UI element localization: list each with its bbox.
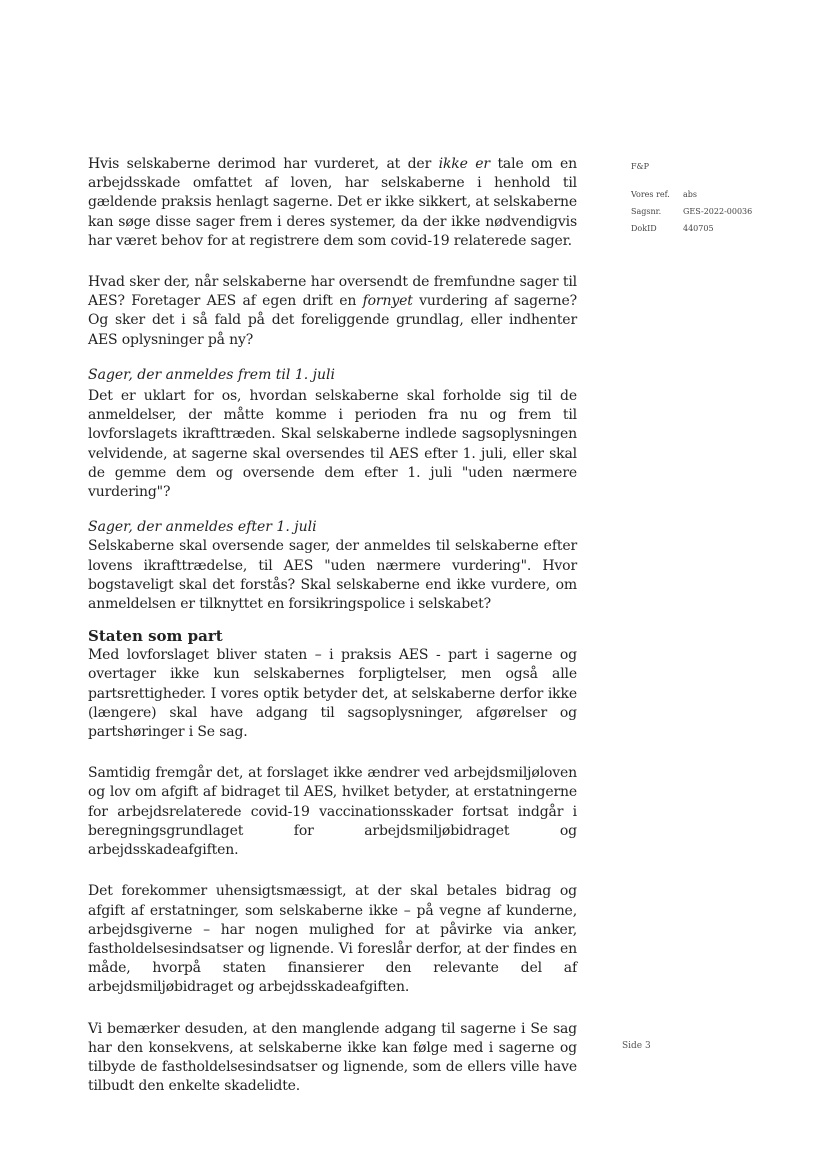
- paragraph: Samtidig fremgår det, at forslaget ikke ændrer ved arbejdsmiljøloven og lov om afgift af bidraget til AES, hvilket betyder, at erstatningerne for arbejdsrelaterede covid-19 vaccinationsskader fortsat indgår i beregningsgrundlaget for arbejdsmiljøbidraget og arbejdsskadeafgiften.: [88, 765, 577, 859]
- emphasis-text: fornyet: [362, 293, 413, 310]
- paragraph-text: vurdering af sagerne? Og sker det i så fald på det foreliggende grundlag, eller indhenter AES oplysninger på ny?: [88, 293, 577, 348]
- reference-row: [631, 186, 752, 203]
- page-number: Side 3: [622, 1041, 651, 1051]
- paragraph: Vi bemærker desuden, at den manglende adgang til sagerne i Se sag har den konsekvens, at selskaberne ikke kan følge med i sagerne og tilbyde de fastholdelsesindsatser og lignende, som de ellers ville have tilbudt den enkelte skadelidte.: [88, 1020, 577, 1095]
- org-initials: F&P: [631, 162, 650, 171]
- emphasis-text: ikke er: [438, 156, 490, 172]
- document-id-label: DokID: [631, 224, 657, 233]
- document-id-value: 440705: [683, 224, 714, 233]
- paragraph: [88, 155, 577, 251]
- paragraph: Med lovforslaget bliver staten – i praksis AES - part i sagerne og overtager ikke kun selskabernes forpligtelser, men også alle partsrettigheder. I vores optik betyder det, at selskaberne derfor ikke (længere) skal have adgang til sagsoplysninger, afgørelser og partshøringer i Se sag.: [88, 647, 577, 741]
- reference-label: Vores ref.: [631, 190, 670, 199]
- paragraph-text: Hvad sker der, når selskaberne har oversendt de fremfundne sager til AES? Foretager AES af egen drift en: [88, 274, 577, 310]
- case-number-row: [631, 203, 752, 220]
- paragraph-text: Hvis selskaberne derimod har vurderet, at der: [88, 156, 439, 172]
- paragraph-text: tale om en arbejdsskade omfattet af loven, har selskaberne i henhold til gældende praksis henlagt sagerne. Det er ikke sikkert, at selskaberne kan søge disse sager frem i deres systemer, da der ikke nødvendigvis har været behov for at registrere dem som covid-19 relaterede sager.: [88, 156, 577, 249]
- paragraph: Det forekommer uhensigtsmæssigt, at der skal betales bidrag og afgift af erstatninger, som selskaberne ikke – på vegne af kunderne, arbejdsgiverne – har nogen mulighed for at påvirke via anker, fastholdelsesindsatser og lignende. Vi foreslår derfor, at der findes en måde, hvorpå staten finansierer den relevante del af arbejdsmiljøbidraget og arbejdsskadeafgiften.: [88, 883, 577, 996]
- reference-value: abs: [683, 190, 697, 199]
- section-heading: Staten som part: [88, 627, 223, 646]
- paragraph: Det er uklart for os, hvordan selskaberne skal forholde sig til de anmeldelser, der måtte komme i perioden fra nu og frem til lovforslagets ikrafttræden. Skal selskaberne indlede sagsoplysningen velvidende, at sagerne skal oversendes til AES efter 1. juli, eller skal de gemme dem og oversende dem efter 1. juli "uden nærmere vurdering"?: [88, 388, 577, 501]
- case-number-value: GES-2022-00036: [683, 207, 753, 216]
- subheading: Sager, der anmeldes frem til 1. juli: [88, 366, 335, 383]
- document-body: [88, 155, 577, 1096]
- case-number-label: Sagsnr.: [631, 207, 662, 216]
- paragraph: Selskaberne skal oversende sager, der anmeldes til selskaberne efter lovens ikrafttrædelse, til AES "uden nærmere vurdering". Hvor bogstaveligt skal det forstås? Skal selskaberne end ikke vurdere, om anmeldelsen er tilknyttet en forsikringspolice i selskabet?: [88, 538, 577, 613]
- reference-block: [631, 158, 752, 237]
- subheading: Sager, der anmeldes efter 1. juli: [88, 519, 317, 536]
- paragraph: [88, 273, 577, 350]
- document-id-row: [631, 220, 752, 237]
